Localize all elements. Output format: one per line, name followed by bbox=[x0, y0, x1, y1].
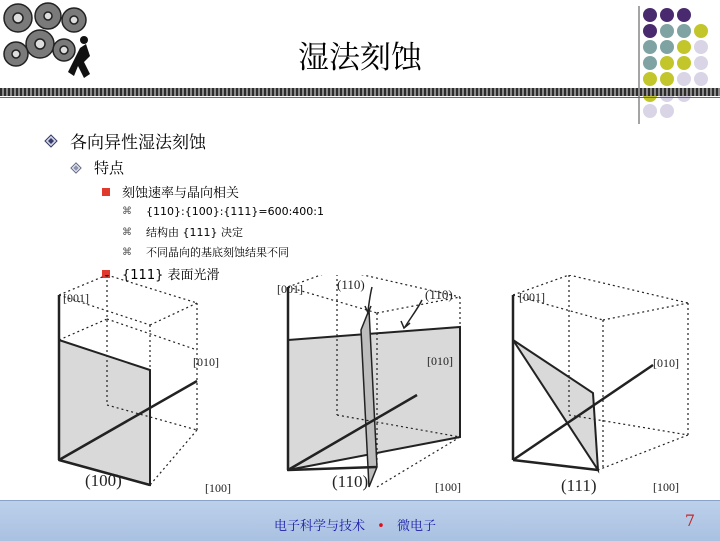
bullet-level1-text: 各向异性湿法刻蚀 bbox=[70, 133, 206, 153]
fig1-plane-label: (100) bbox=[85, 471, 122, 490]
footer-text bbox=[230, 515, 480, 534]
bullet-level1 bbox=[44, 128, 206, 153]
bullet-level3-text: {111} 表面光滑 bbox=[122, 268, 220, 283]
bullet-level3 bbox=[102, 182, 239, 201]
fig2-bottom-label: [100] bbox=[435, 480, 461, 494]
fig3-top-label: [001] bbox=[519, 290, 545, 304]
title-divider-line bbox=[0, 97, 720, 98]
footer-bar bbox=[0, 500, 720, 541]
fig1-bottom-label: [100] bbox=[205, 481, 231, 495]
fig3-side-label: [010] bbox=[653, 356, 679, 370]
footer-right-text: 微电子 bbox=[396, 519, 436, 534]
decorative-dot bbox=[694, 24, 708, 38]
fig3-bottom-label: [100] bbox=[653, 480, 679, 494]
bullet-level2 bbox=[70, 157, 124, 178]
fig2-plane-label: (110) bbox=[332, 472, 369, 491]
decorative-dot bbox=[660, 104, 674, 118]
decorative-dot bbox=[677, 56, 691, 70]
figure-111-plane bbox=[513, 275, 688, 495]
decorative-dot bbox=[694, 72, 708, 86]
fig2-top-label: [001] bbox=[277, 282, 303, 296]
bullet-level3-text: 刻蚀速率与晶向相关 bbox=[122, 186, 240, 201]
diamond-bullet-icon bbox=[70, 162, 82, 174]
decorative-dot bbox=[660, 8, 674, 22]
bullet-level2-text: 特点 bbox=[94, 159, 125, 177]
bullet-level4-text: 不同晶向的基底刻蚀结果不同 bbox=[146, 246, 289, 259]
fig2-callout-a: (110) bbox=[337, 277, 365, 292]
fig3-plane-label: (111) bbox=[561, 476, 597, 495]
bullet-level4-text: 结构由 {111} 决定 bbox=[146, 226, 243, 239]
decorative-dot bbox=[677, 72, 691, 86]
decorative-dot bbox=[660, 56, 674, 70]
decorative-dot bbox=[643, 104, 657, 118]
decorative-dot bbox=[643, 40, 657, 54]
logo-icon bbox=[0, 0, 100, 86]
fig2-callout-b: (110) bbox=[425, 287, 453, 302]
fig1-side-label: [010] bbox=[193, 355, 219, 369]
decorative-dot bbox=[660, 24, 674, 38]
crystal-planes-figure bbox=[45, 275, 715, 500]
command-bullet-icon: ⌘ bbox=[122, 206, 132, 217]
slide-title: 湿法刻蚀 bbox=[298, 40, 422, 76]
decorative-dot bbox=[677, 40, 691, 54]
decorative-dot bbox=[694, 40, 708, 54]
bullet-level4 bbox=[122, 244, 289, 260]
title-divider bbox=[0, 88, 720, 96]
decorative-dot-grid bbox=[638, 6, 720, 124]
bullet-level4 bbox=[122, 205, 324, 218]
decorative-dot bbox=[694, 56, 708, 70]
decorative-dot bbox=[643, 8, 657, 22]
footer-separator: • bbox=[377, 519, 385, 534]
bullet-level4-text: {110}:{100}:{111}=600:400:1 bbox=[146, 205, 325, 218]
fig1-top-label: [001] bbox=[63, 291, 89, 305]
decorative-dot bbox=[643, 24, 657, 38]
figure-100-plane bbox=[59, 275, 231, 495]
decorative-dot bbox=[677, 24, 691, 38]
diamond-bullet-icon bbox=[44, 134, 58, 148]
command-bullet-icon: ⌘ bbox=[122, 246, 132, 258]
decorative-dot bbox=[643, 72, 657, 86]
decorative-dot bbox=[660, 72, 674, 86]
bullet-level4 bbox=[122, 224, 243, 240]
decorative-dot bbox=[643, 56, 657, 70]
page-number: 7 bbox=[684, 511, 696, 530]
square-bullet-icon bbox=[102, 188, 110, 196]
decorative-dot bbox=[660, 40, 674, 54]
figure-110-plane bbox=[277, 275, 461, 494]
fig2-side-label: [010] bbox=[427, 354, 453, 368]
decorative-dot bbox=[677, 8, 691, 22]
footer-left-text: 电子科学与技术 bbox=[274, 519, 366, 534]
command-bullet-icon: ⌘ bbox=[122, 226, 132, 238]
